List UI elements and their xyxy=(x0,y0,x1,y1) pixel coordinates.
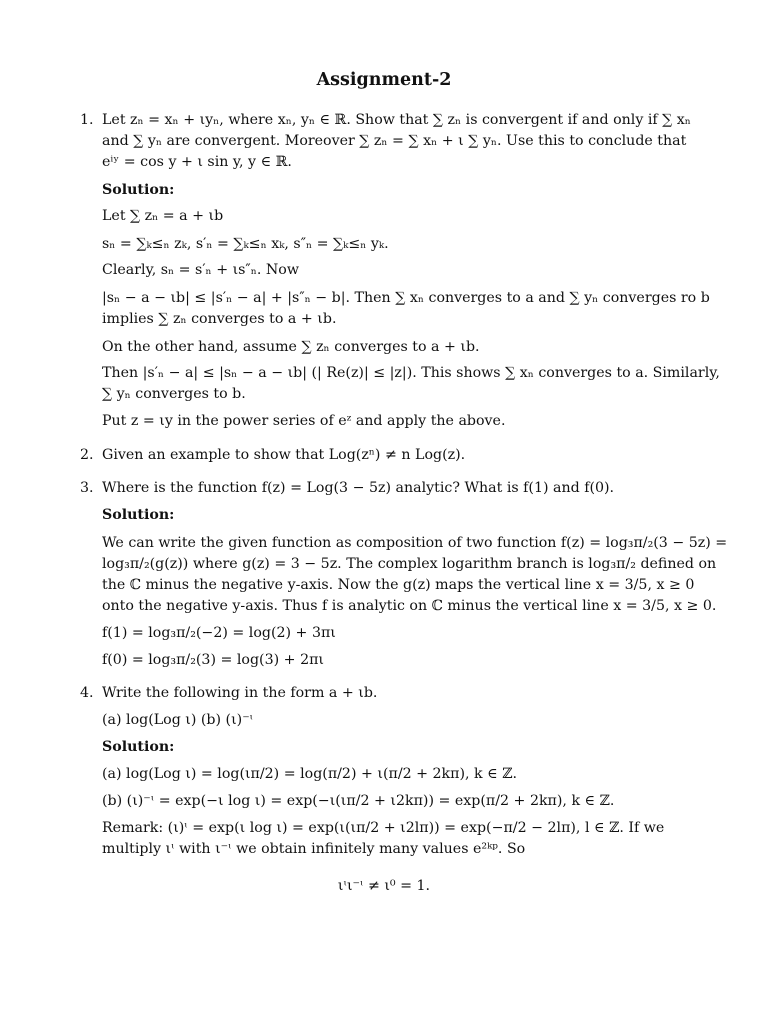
item-number-4: 4. xyxy=(80,685,94,701)
item-1-solution-line-1: Let ∑ zₙ = a + ιb xyxy=(102,208,224,224)
page-title: Assignment-2 xyxy=(316,70,452,90)
item-1-line-3: eⁱʸ = cos y + ι sin y, y ∈ ℝ. xyxy=(102,154,292,170)
item-3-solution-line-2: log₃π/₂(g(z)) where g(z) = 3 − 5z. The complex logarithm branch is log₃π/₂ defined on xyxy=(102,556,717,572)
item-4-line-2: (a) log(Log ι) (b) (ι)⁻ᶥ xyxy=(102,712,254,728)
item-3-solution-line-1: We can write the given function as composition of two function f(z) = log₃π/₂(3 − 5z) = xyxy=(102,535,728,551)
item-1-solution-line-8: ∑ yₙ converges to b. xyxy=(102,386,246,402)
item-2-line-1: Given an example to show that Log(zⁿ) ≠ n Log(z). xyxy=(102,447,466,463)
item-number-2: 2. xyxy=(80,447,94,463)
item-4-solution-line-1: (a) log(Log ι) = log(ιπ/2) = log(π/2) + ι(π/2 + 2kπ), k ∈ ℤ. xyxy=(102,766,518,782)
item-3-line-1: Where is the function f(z) = Log(3 − 5z) analytic? What is f(1) and f(0). xyxy=(102,480,615,496)
item-1-solution-label: Solution: xyxy=(102,182,175,198)
item-number-1: 1. xyxy=(80,112,94,128)
item-1-line-1: Let zₙ = xₙ + ιyₙ, where xₙ, yₙ ∈ ℝ. Show that ∑ zₙ is convergent if and only if ∑ xₙ xyxy=(102,112,691,128)
item-3-solution-line-6: f(0) = log₃π/₂(3) = log(3) + 2πι xyxy=(102,652,324,668)
item-1-solution-line-9: Put z = ιy in the power series of eᶻ and apply the above. xyxy=(102,413,506,429)
item-1-solution-line-7: Then |s′ₙ − a| ≤ |sₙ − a − ιb| (| Re(z)| ≤ |z|). This shows ∑ xₙ converges to a. Similarly, xyxy=(102,365,720,381)
item-4-line-1: Write the following in the form a + ιb. xyxy=(102,685,378,701)
item-3-solution-label: Solution: xyxy=(102,507,175,523)
item-3-solution-line-5: f(1) = log₃π/₂(−2) = log(2) + 3πι xyxy=(102,625,336,641)
item-4-solution-line-3: Remark: (ι)ᶥ = exp(ι log ι) = exp(ι(ιπ/2 + ι2lπ)) = exp(−π/2 − 2lπ), l ∈ ℤ. If we xyxy=(102,820,665,836)
item-4-solution-line-2: (b) (ι)⁻ᶥ = exp(−ι log ι) = exp(−ι(ιπ/2 + ι2kπ)) = exp(π/2 + 2kπ), k ∈ ℤ. xyxy=(102,793,615,809)
item-3-solution-line-3: the ℂ minus the negative y-axis. Now the g(z) maps the vertical line x = 3/5, x ≥ 0 xyxy=(102,577,695,593)
item-4-solution-line-4: multiply ιᶥ with ι⁻ᶥ we obtain infinitely many values e²ᵏᵖ. So xyxy=(102,841,526,857)
item-1-solution-line-2: sₙ = ∑ₖ≤ₙ zₖ, s′ₙ = ∑ₖ≤ₙ xₖ, s″ₙ = ∑ₖ≤ₙ yₖ. xyxy=(102,236,389,252)
item-1-solution-line-3: Clearly, sₙ = s′ₙ + ιs″ₙ. Now xyxy=(102,262,299,278)
item-4-solution-label: Solution: xyxy=(102,739,175,755)
item-number-3: 3. xyxy=(80,480,94,496)
item-1-line-2: and ∑ yₙ are convergent. Moreover ∑ zₙ = ∑ xₙ + ι ∑ yₙ. Use this to conclude that xyxy=(102,133,687,149)
item-1-solution-line-5: implies ∑ zₙ converges to a + ιb. xyxy=(102,311,337,327)
item-1-solution-line-4: |sₙ − a − ιb| ≤ |s′ₙ − a| + |s″ₙ − b|. Then ∑ xₙ converges to a and ∑ yₙ converges ro b xyxy=(102,290,710,306)
display-equation: ιᶥι⁻ᶥ ≠ ι⁰ = 1. xyxy=(337,878,431,894)
item-1-solution-line-6: On the other hand, assume ∑ zₙ converges to a + ιb. xyxy=(102,339,480,355)
item-3-solution-line-4: onto the negative y-axis. Thus f is analytic on ℂ minus the vertical line x = 3/5, x ≥ 0. xyxy=(102,598,717,614)
